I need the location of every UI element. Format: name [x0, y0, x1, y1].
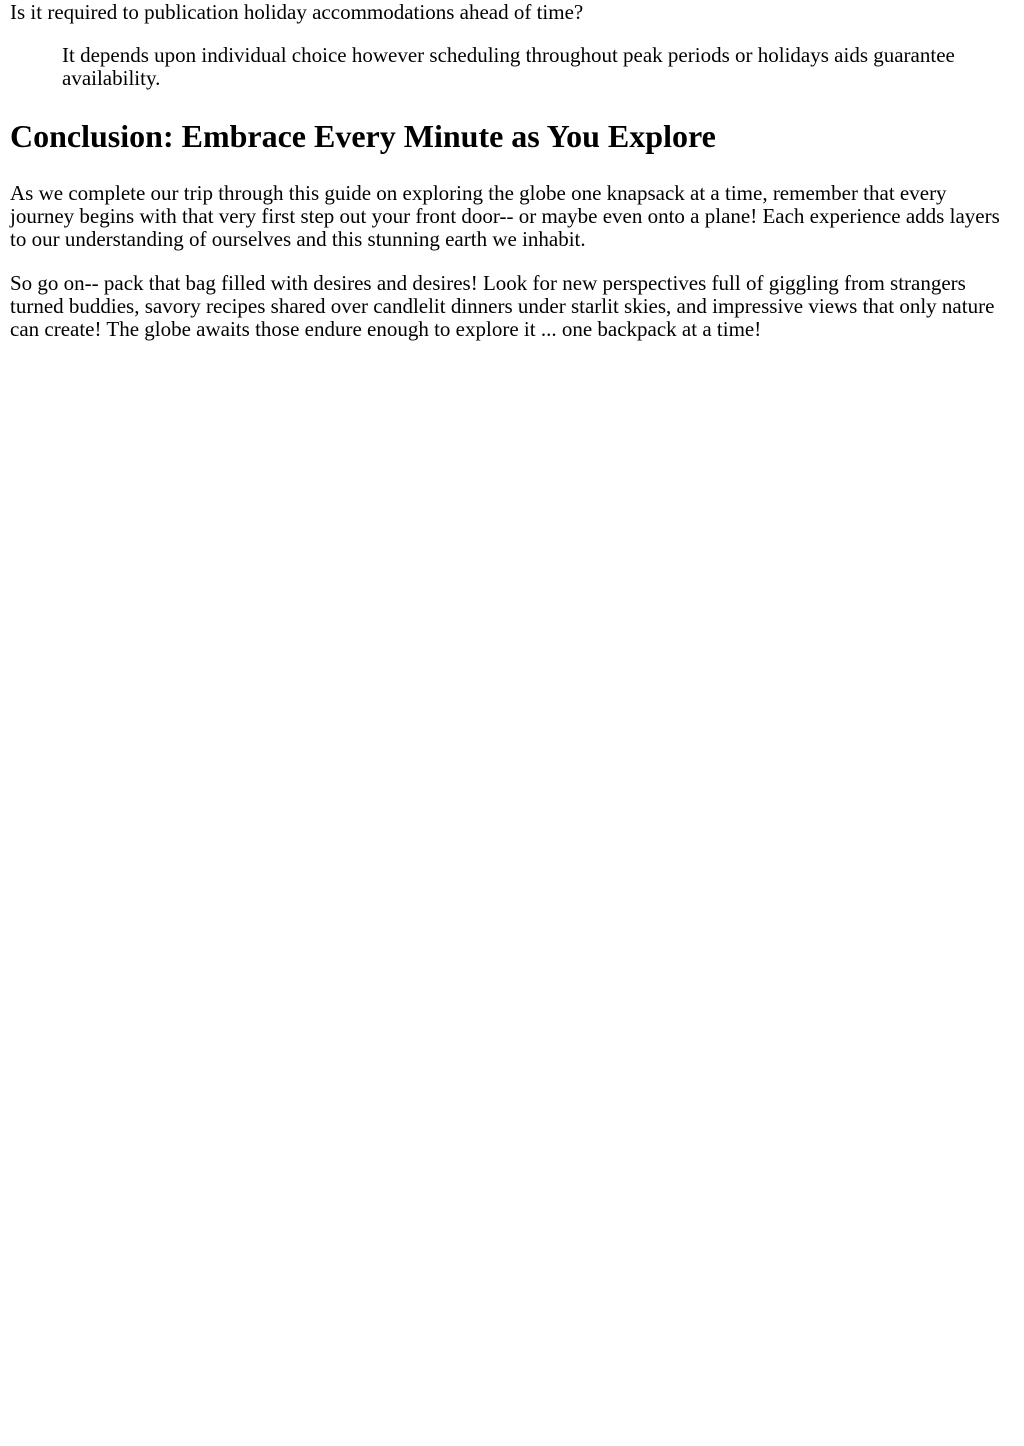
conclusion-paragraph-1: As we complete our trip through this guide on exploring the globe one knapsack at a time, remember that every journey begins with that very first step out your front door-- or maybe even onto a plane! Each experience adds layers to our understanding of ourselves and this stunning earth we inhabit. — [10, 181, 1000, 251]
conclusion-paragraph-2: So go on-- pack that bag filled with desires and desires! Look for new perspectives full of giggling from strangers turned buddies, savory recipes shared over candlelit dinners under starlit skies, and impressive views that only nature can create! The globe awaits those endure enough to explore it ... one backpack at a time! — [10, 271, 995, 341]
faq-answer: It depends upon individual choice however scheduling throughout peak periods or holidays aids guarantee availability. — [62, 43, 955, 90]
conclusion-heading: Conclusion: Embrace Every Minute as You Explore — [10, 118, 716, 154]
faq-question: Is it required to publication holiday accommodations ahead of time? — [10, 0, 584, 24]
article-page — [0, 0, 1024, 341]
